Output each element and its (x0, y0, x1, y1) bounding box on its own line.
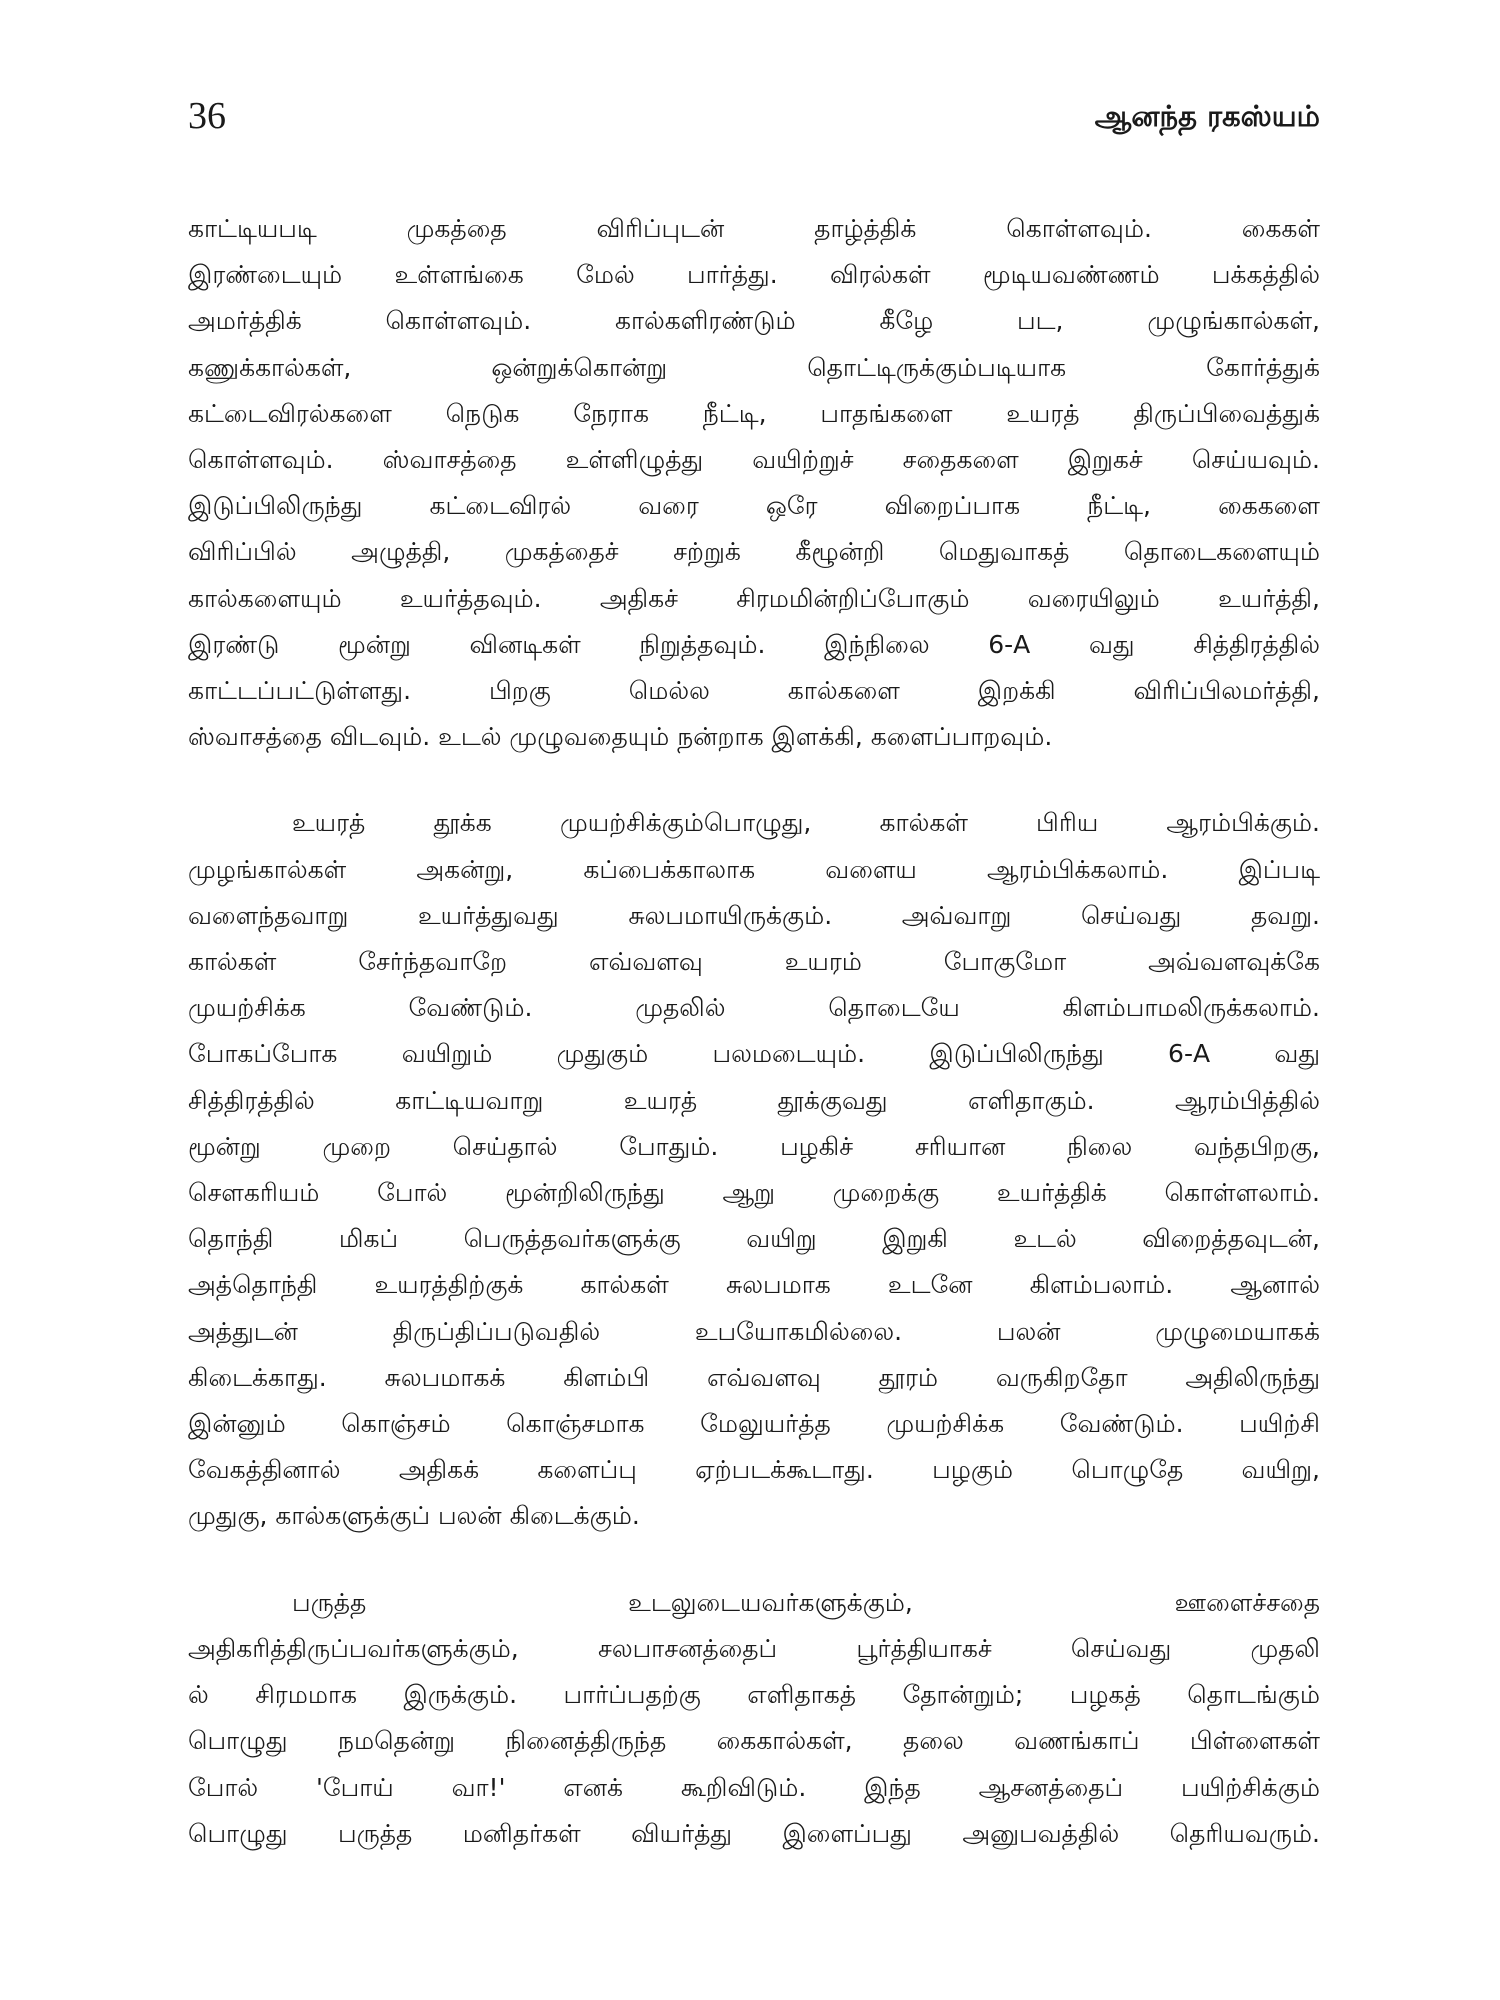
text-line: கொள்ளவும். ஸ்வாசத்தை உள்ளிழுத்து வயிற்றுச் சதைகளை இறுகச் செய்யவும். (188, 445, 1320, 475)
body-text (188, 206, 1320, 1897)
text-line: காட்டப்பட்டுள்ளது. பிறகு மெல்ல கால்களை இறக்கி விரிப்பிலமர்த்தி, (188, 676, 1320, 706)
text-line: மூன்று முறை செய்தால் போதும். பழகிச் சரியான நிலை வந்தபிறகு, (188, 1131, 1320, 1161)
paragraph-1 (188, 206, 1320, 760)
text-line: ல் சிரமமாக இருக்கும். பார்ப்பதற்கு எளிதாகத் தோன்றும்; பழகத் தொடங்கும் (188, 1680, 1320, 1710)
text-line: விரிப்பில் அழுத்தி, முகத்தைச் சற்றுக் கீழூன்றி மெதுவாகத் தொடைகளையும் (188, 537, 1320, 567)
text-line: பொழுது பருத்த மனிதர்கள் வியர்த்து இளைப்பது அனுபவத்தில் தெரியவரும். (188, 1818, 1320, 1848)
text-line: கால்கள் சேர்ந்தவாறே எவ்வளவு உயரம் போகுமோ அவ்வளவுக்கே (188, 947, 1320, 977)
text-line: இடுப்பிலிருந்து கட்டைவிரல் வரை ஒரே விறைப்பாக நீட்டி, கைகளை (188, 491, 1320, 521)
text-line: போகப்போக வயிறும் முதுகும் பலமடையும். இடுப்பிலிருந்து 6-A வது (188, 1039, 1320, 1069)
text-line: பருத்த உடலுடையவர்களுக்கும், ஊளைச்சதை (292, 1587, 1320, 1617)
text-line: வேகத்தினால் அதிகக் களைப்பு ஏற்படக்கூடாது. பழகும் பொழுதே வயிறு, (188, 1455, 1320, 1485)
text-line: முதுகு, கால்களுக்குப் பலன் கிடைக்கும். (188, 1501, 640, 1531)
text-line: இரண்டையும் உள்ளங்கை மேல் பார்த்து. விரல்கள் மூடியவண்ணம் பக்கத்தில் (188, 260, 1320, 290)
text-line: அத்தொந்தி உயரத்திற்குக் கால்கள் சுலபமாக உடனே கிளம்பலாம். ஆனால் (188, 1270, 1320, 1300)
running-title: ஆனந்த ரகஸ்யம் (1094, 99, 1320, 133)
text-line: கட்டைவிரல்களை நெடுக நேராக நீட்டி, பாதங்களை உயரத் திருப்பிவைத்துக் (188, 398, 1320, 428)
paragraph-3 (188, 1580, 1320, 1857)
text-line: கால்களையும் உயர்த்தவும். அதிகச் சிரமமின்றிப்போகும் வரையிலும் உயர்த்தி, (188, 583, 1320, 613)
page-number: 36 (188, 95, 226, 137)
text-line: ஸ்வாசத்தை விடவும். உடல் முழுவதையும் நன்றாக இளக்கி, களைப்பாறவும். (188, 722, 1053, 752)
text-line: காட்டியபடி முகத்தை விரிப்புடன் தாழ்த்திக் கொள்ளவும். கைகள் (188, 214, 1320, 243)
text-line: இரண்டு மூன்று வினடிகள் நிறுத்தவும். இந்நிலை 6-A வது சித்திரத்தில் (188, 629, 1320, 659)
text-line: முழங்கால்கள் அகன்று, கப்பைக்காலாக வளைய ஆரம்பிக்கலாம். இப்படி (188, 854, 1320, 884)
text-line: வளைந்தவாறு உயர்த்துவது சுலபமாயிருக்கும். அவ்வாறு செய்வது தவறு. (188, 900, 1320, 930)
text-line: பொழுது நமதென்று நினைத்திருந்த கைகால்கள், தலை வணங்காப் பிள்ளைகள் (188, 1726, 1320, 1756)
text-line: தொந்தி மிகப் பெருத்தவர்களுக்கு வயிறு இறுகி உடல் விறைத்தவுடன், (188, 1224, 1320, 1254)
page-header (188, 96, 1320, 156)
text-line: உயரத் தூக்க முயற்சிக்கும்பொழுது, கால்கள் பிரிய ஆரம்பிக்கும். (292, 808, 1320, 838)
text-line: கிடைக்காது. சுலபமாகக் கிளம்பி எவ்வளவு தூரம் வருகிறதோ அதிலிருந்து (188, 1362, 1320, 1392)
text-line: இன்னும் கொஞ்சம் கொஞ்சமாக மேலுயர்த்த முயற்சிக்க வேண்டும். பயிற்சி (188, 1409, 1320, 1439)
text-line: அமர்த்திக் கொள்ளவும். கால்களிரண்டும் கீழே பட, முழுங்கால்கள், (188, 306, 1320, 336)
text-line: சௌகரியம் போல் மூன்றிலிருந்து ஆறு முறைக்கு உயர்த்திக் கொள்ளலாம். (188, 1178, 1320, 1208)
text-line: சித்திரத்தில் காட்டியவாறு உயரத் தூக்குவது எளிதாகும். ஆரம்பித்தில் (188, 1085, 1320, 1115)
text-line: முயற்சிக்க வேண்டும். முதலில் தொடையே கிளம்பாமலிருக்கலாம். (188, 993, 1320, 1023)
text-line: கணுக்கால்கள், ஒன்றுக்கொன்று தொட்டிருக்கும்படியாக கோர்த்துக் (188, 352, 1320, 382)
text-line: போல் 'போய் வா!' எனக் கூறிவிடும். இந்த ஆசனத்தைப் பயிற்சிக்கும் (188, 1772, 1320, 1802)
text-line: அத்துடன் திருப்திப்படுவதில் உபயோகமில்லை. பலன் முழுமையாகக் (188, 1316, 1320, 1346)
paragraph-2 (188, 800, 1320, 1539)
text-line: அதிகரித்திருப்பவர்களுக்கும், சலபாசனத்தைப் பூர்த்தியாகச் செய்வது முதலி (188, 1633, 1320, 1663)
